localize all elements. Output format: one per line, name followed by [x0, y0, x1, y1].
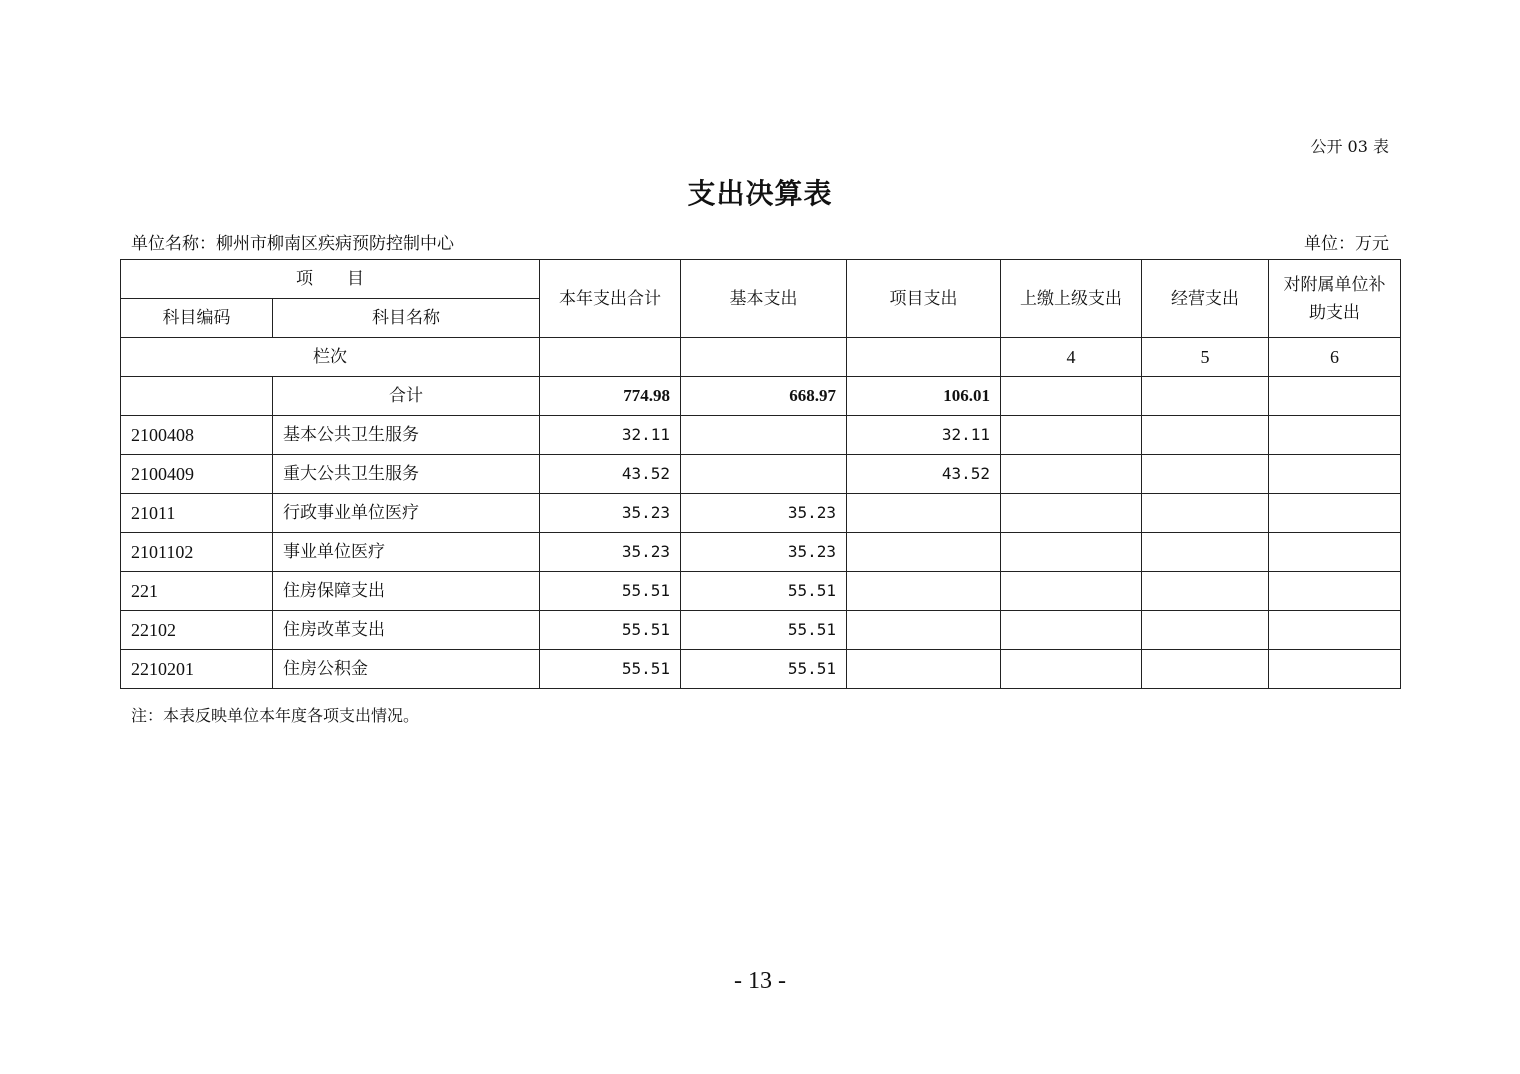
total-cell: 43.52: [540, 455, 681, 494]
subsidy-cell: [1269, 533, 1401, 572]
cell: [1142, 377, 1269, 416]
subject-name: 事业单位医疗: [273, 533, 540, 572]
table-note: 注：本表反映单位本年度各项支出情况。: [131, 706, 420, 725]
header-subsidy: 对附属单位补助支出: [1269, 260, 1401, 338]
upper-cell: [1001, 650, 1142, 689]
basic-cell: 35.23: [681, 533, 847, 572]
header-code: 科目编码: [121, 299, 273, 338]
total-cell: 55.51: [540, 611, 681, 650]
cell: 6: [1269, 338, 1401, 377]
project-cell: 32.11: [847, 416, 1001, 455]
header-row-1: [121, 260, 1401, 299]
cell: 5: [1142, 338, 1269, 377]
business-cell: [1142, 494, 1269, 533]
basic-cell: 35.23: [681, 494, 847, 533]
project-cell: [847, 572, 1001, 611]
project-cell: [847, 533, 1001, 572]
expenditure-table: [120, 259, 1401, 689]
subsidy-cell: [1269, 416, 1401, 455]
total-row: [121, 377, 1401, 416]
cell: [1001, 377, 1142, 416]
header-total: 本年支出合计: [540, 260, 681, 338]
column-index-row: [121, 338, 1401, 377]
cell: 4: [1001, 338, 1142, 377]
table-row: [121, 455, 1401, 494]
subject-code: 2210201: [121, 650, 273, 689]
header-project: 项目支出: [847, 260, 1001, 338]
cell: [1269, 377, 1401, 416]
subsidy-cell: [1269, 650, 1401, 689]
table-row: [121, 572, 1401, 611]
total-cell: 55.51: [540, 572, 681, 611]
subject-code: 21011: [121, 494, 273, 533]
upper-cell: [1001, 572, 1142, 611]
subject-name: 住房公积金: [273, 650, 540, 689]
total-label: 合计: [273, 377, 540, 416]
total-basic-value: 668.97: [681, 377, 847, 416]
project-cell: [847, 611, 1001, 650]
upper-cell: [1001, 494, 1142, 533]
cell: [847, 338, 1001, 377]
table-row: [121, 494, 1401, 533]
basic-cell: [681, 416, 847, 455]
header-business: 经营支出: [1142, 260, 1269, 338]
total-cell: 35.23: [540, 494, 681, 533]
business-cell: [1142, 650, 1269, 689]
subsidy-cell: [1269, 572, 1401, 611]
cell: [121, 377, 273, 416]
basic-cell: [681, 455, 847, 494]
upper-cell: [1001, 533, 1142, 572]
total-cell: 35.23: [540, 533, 681, 572]
total-cell: 32.11: [540, 416, 681, 455]
business-cell: [1142, 455, 1269, 494]
total-cell: 55.51: [540, 650, 681, 689]
subsidy-cell: [1269, 455, 1401, 494]
total-value: 774.98: [540, 377, 681, 416]
header-upper: 上缴上级支出: [1001, 260, 1142, 338]
currency-unit: 单位：万元: [1304, 234, 1389, 254]
subject-code: 2100408: [121, 416, 273, 455]
basic-cell: 55.51: [681, 572, 847, 611]
upper-cell: [1001, 455, 1142, 494]
subject-name: 基本公共卫生服务: [273, 416, 540, 455]
page-number: - 13 -: [734, 968, 786, 994]
form-number: 公开 03 表: [1310, 137, 1389, 156]
column-index-label: 栏次: [121, 338, 540, 377]
subject-name: 住房保障支出: [273, 572, 540, 611]
table-row: [121, 533, 1401, 572]
header-name: 科目名称: [273, 299, 540, 338]
business-cell: [1142, 533, 1269, 572]
subject-code: 2101102: [121, 533, 273, 572]
cell: [540, 338, 681, 377]
project-cell: 43.52: [847, 455, 1001, 494]
business-cell: [1142, 572, 1269, 611]
table-row: [121, 416, 1401, 455]
upper-cell: [1001, 416, 1142, 455]
subsidy-cell: [1269, 494, 1401, 533]
unit-name: 单位名称：柳州市柳南区疾病预防控制中心: [131, 234, 454, 254]
subject-code: 22102: [121, 611, 273, 650]
subject-name: 行政事业单位医疗: [273, 494, 540, 533]
project-cell: [847, 650, 1001, 689]
cell: [681, 338, 847, 377]
basic-cell: 55.51: [681, 611, 847, 650]
subject-name: 重大公共卫生服务: [273, 455, 540, 494]
subject-name: 住房改革支出: [273, 611, 540, 650]
header-basic: 基本支出: [681, 260, 847, 338]
subsidy-cell: [1269, 611, 1401, 650]
business-cell: [1142, 611, 1269, 650]
total-project-value: 106.01: [847, 377, 1001, 416]
table-row: [121, 611, 1401, 650]
business-cell: [1142, 416, 1269, 455]
basic-cell: 55.51: [681, 650, 847, 689]
subject-code: 2100409: [121, 455, 273, 494]
subject-code: 221: [121, 572, 273, 611]
project-cell: [847, 494, 1001, 533]
page-title: 支出决算表: [687, 177, 833, 210]
table-row: [121, 650, 1401, 689]
upper-cell: [1001, 611, 1142, 650]
header-item: 项 目: [121, 260, 540, 299]
